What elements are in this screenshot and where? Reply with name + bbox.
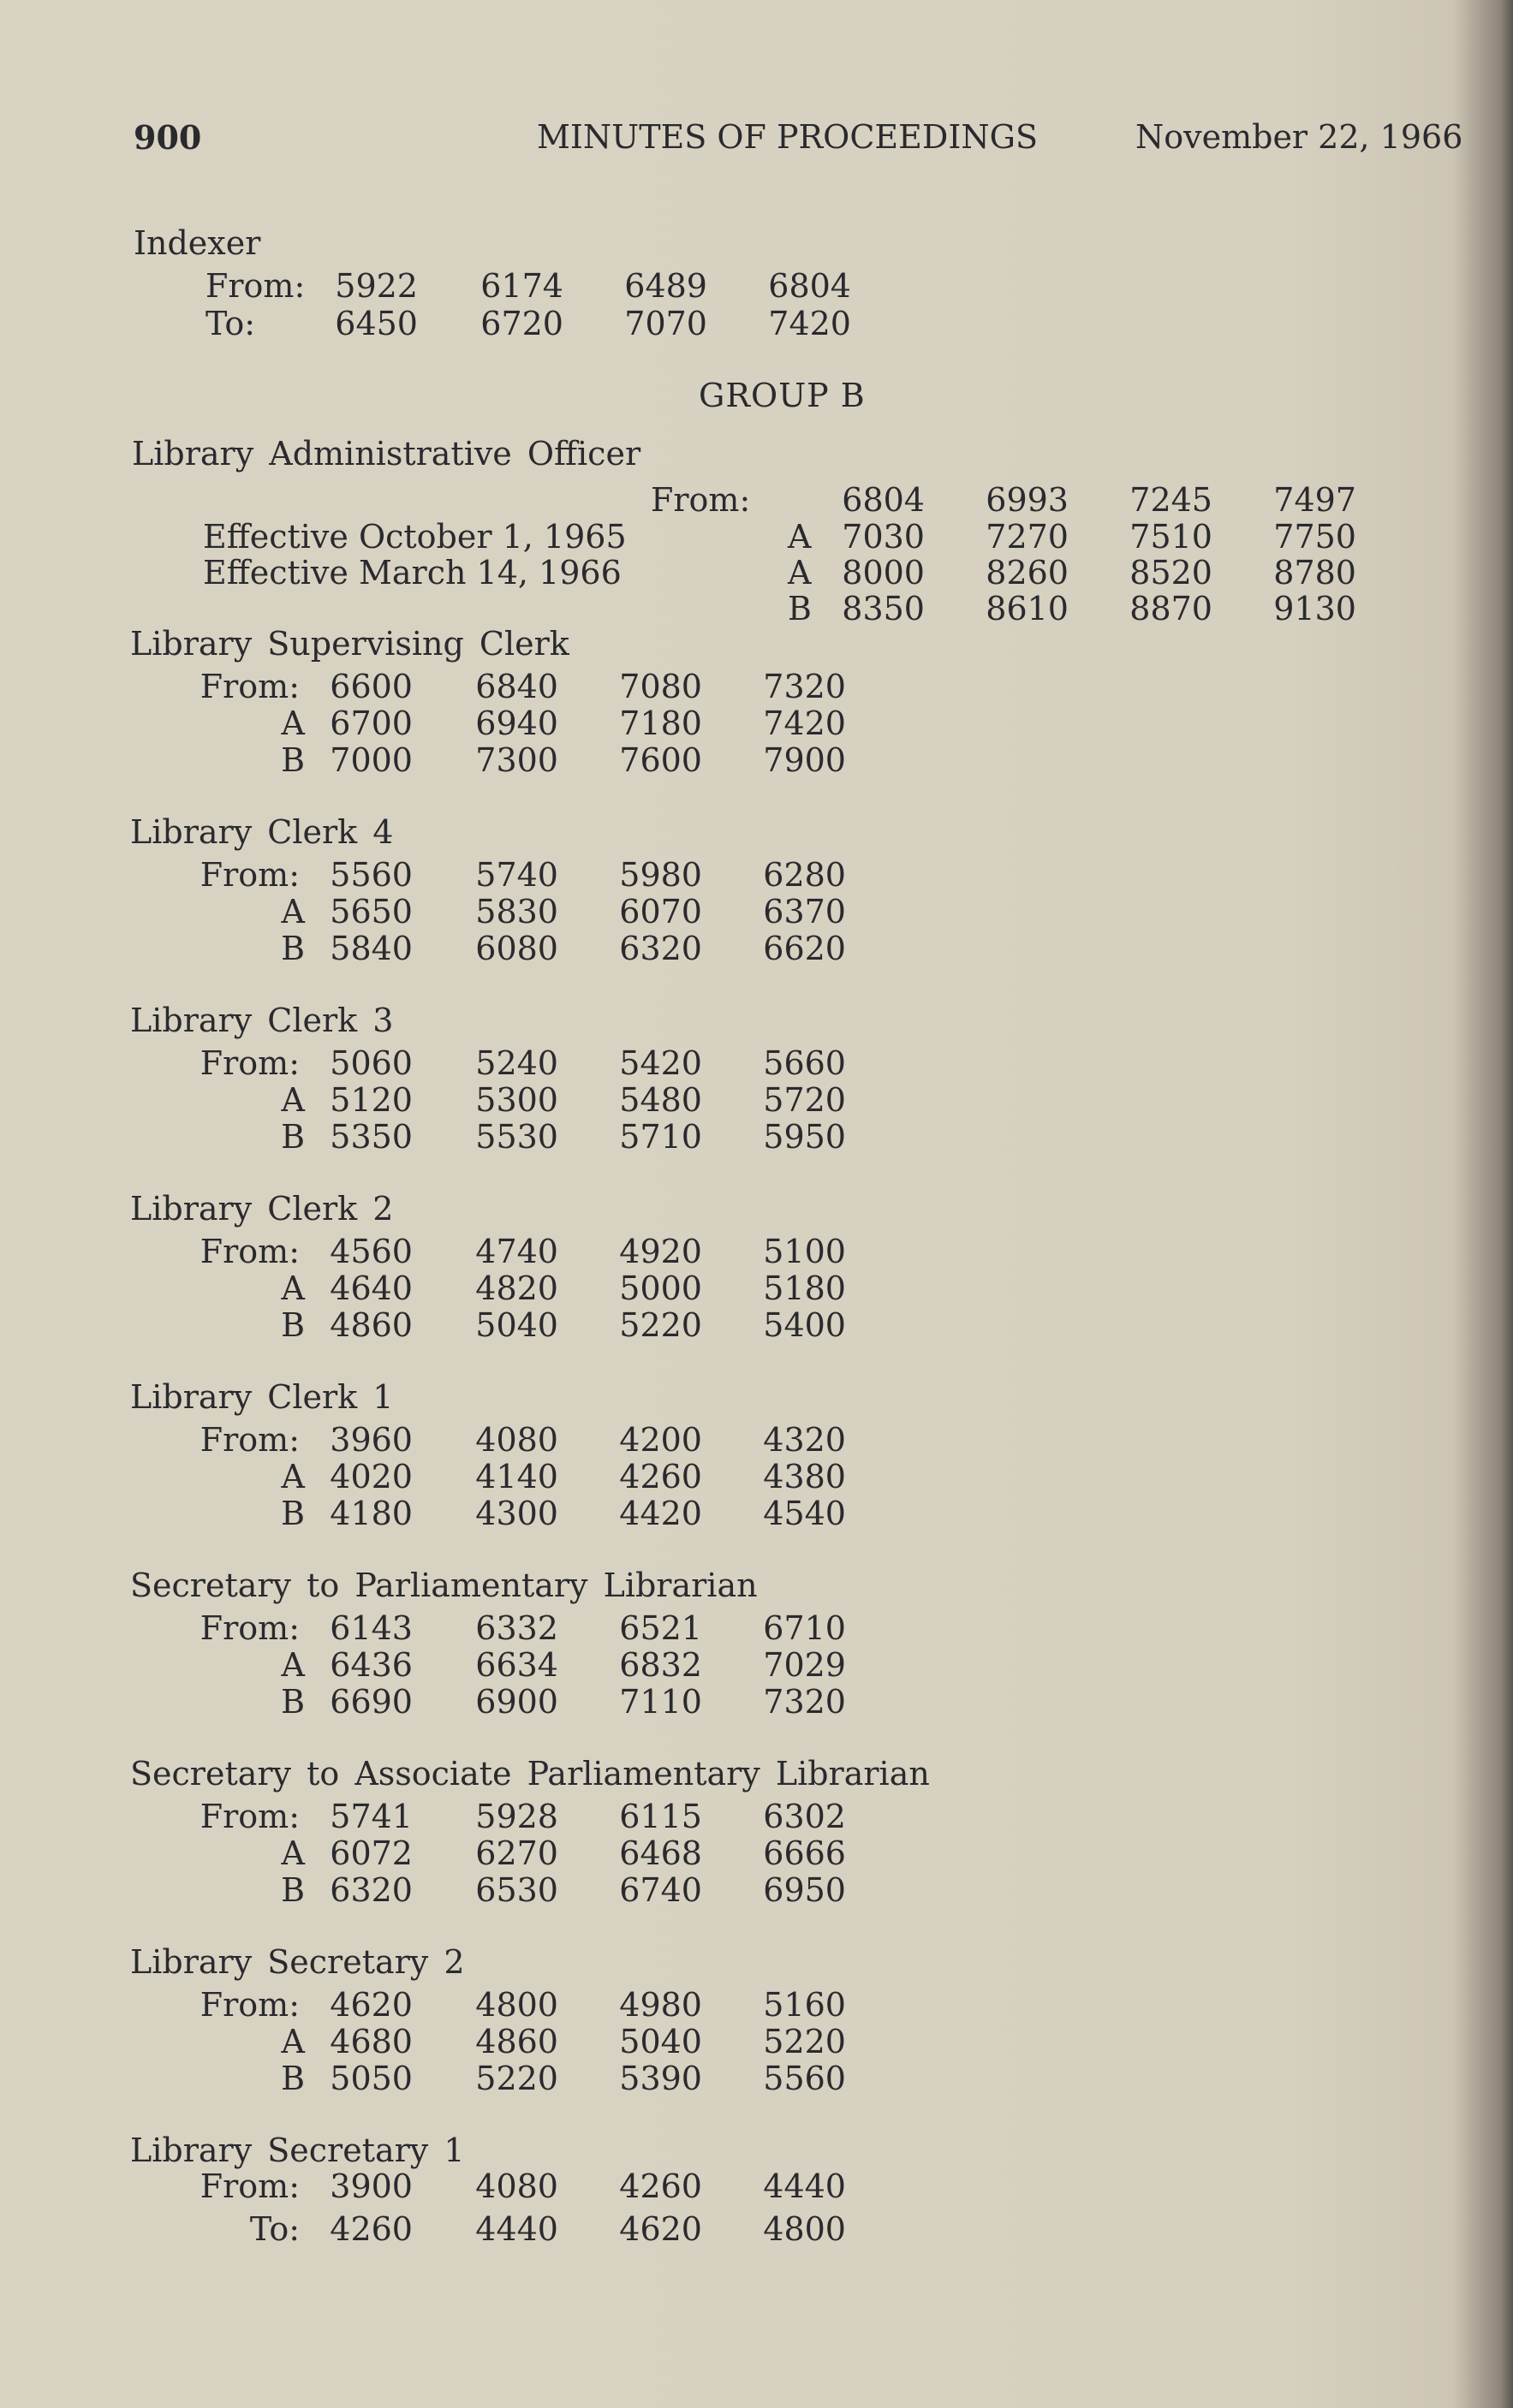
salary-value: 5740 xyxy=(475,856,558,894)
salary-value: 6940 xyxy=(475,705,558,742)
row-label: A xyxy=(281,705,305,742)
salary-value: 7600 xyxy=(619,741,702,779)
salary-value: 5240 xyxy=(475,1044,558,1082)
row-label: B xyxy=(281,930,305,967)
salary-value: 6666 xyxy=(763,1834,846,1872)
header-date: November 22, 1966 xyxy=(1135,118,1463,156)
salary-value: 7420 xyxy=(768,305,851,342)
salary-value: 4140 xyxy=(475,1458,558,1495)
effective-date: Effective March 14, 1966 xyxy=(203,554,622,592)
salary-value: 4860 xyxy=(330,1306,413,1344)
group-heading: GROUP B xyxy=(699,377,866,414)
salary-value: 6634 xyxy=(475,1646,558,1684)
salary-value: 6900 xyxy=(475,1683,558,1721)
row-label: To: xyxy=(206,305,256,342)
salary-value: 3900 xyxy=(330,2167,413,2205)
salary-value: 3960 xyxy=(330,1421,413,1459)
salary-row xyxy=(0,590,1513,627)
salary-value: 6143 xyxy=(330,1609,413,1647)
salary-row xyxy=(0,1834,1513,1872)
salary-value: 4020 xyxy=(330,1458,413,1495)
salary-value: 5420 xyxy=(619,1044,702,1082)
row-label: B xyxy=(788,590,812,627)
row-label: A xyxy=(788,554,812,592)
row-label: B xyxy=(281,1306,305,1344)
salary-value: 5220 xyxy=(619,1306,702,1344)
salary-value: 7270 xyxy=(986,518,1069,556)
salary-row xyxy=(0,1458,1513,1495)
salary-value: 5741 xyxy=(330,1798,413,1835)
salary-value: 6489 xyxy=(624,267,707,305)
row-label: A xyxy=(281,893,305,930)
salary-value: 7070 xyxy=(624,305,707,342)
salary-value: 4440 xyxy=(763,2167,846,2205)
row-label: From: xyxy=(200,1233,300,1270)
salary-value: 8520 xyxy=(1129,554,1212,592)
row-label: From: xyxy=(200,1421,300,1459)
salary-value: 6710 xyxy=(763,1609,846,1647)
salary-value: 4860 xyxy=(475,2023,558,2060)
row-label: A xyxy=(281,1081,305,1119)
salary-value: 6804 xyxy=(842,481,925,519)
salary-row xyxy=(0,518,1513,556)
salary-value: 4320 xyxy=(763,1421,846,1459)
salary-value: 6740 xyxy=(619,1871,702,1909)
salary-value: 7510 xyxy=(1129,518,1212,556)
salary-value: 8260 xyxy=(986,554,1069,592)
salary-value: 8610 xyxy=(986,590,1069,627)
salary-value: 4180 xyxy=(330,1495,413,1532)
salary-value: 4260 xyxy=(619,2167,702,2205)
salary-value: 6720 xyxy=(480,305,563,342)
salary-value: 6521 xyxy=(619,1609,702,1647)
salary-value: 7497 xyxy=(1273,481,1356,519)
salary-value: 6468 xyxy=(619,1834,702,1872)
salary-value: 4420 xyxy=(619,1495,702,1532)
salary-value: 5000 xyxy=(619,1269,702,1307)
row-label: B xyxy=(281,1495,305,1532)
salary-value: 4260 xyxy=(330,2210,413,2248)
salary-value: 4920 xyxy=(619,1233,702,1270)
salary-value: 6115 xyxy=(619,1798,702,1835)
salary-value: 4080 xyxy=(475,2167,558,2205)
salary-value: 8000 xyxy=(842,554,925,592)
salary-row xyxy=(0,930,1513,967)
salary-value: 6840 xyxy=(475,668,558,705)
salary-value: 4380 xyxy=(763,1458,846,1495)
salary-value: 6832 xyxy=(619,1646,702,1684)
salary-value: 5050 xyxy=(330,2060,413,2097)
salary-value: 5720 xyxy=(763,1081,846,1119)
row-label: From: xyxy=(200,668,300,705)
salary-row xyxy=(0,1421,1513,1459)
salary-value: 6270 xyxy=(475,1834,558,1872)
salary-value: 6080 xyxy=(475,930,558,967)
salary-row xyxy=(0,1683,1513,1721)
salary-value: 5400 xyxy=(763,1306,846,1344)
salary-row xyxy=(0,1118,1513,1156)
salary-value: 6690 xyxy=(330,1683,413,1721)
salary-value: 6620 xyxy=(763,930,846,967)
salary-value: 6950 xyxy=(763,1871,846,1909)
salary-value: 4620 xyxy=(619,2210,702,2248)
salary-value: 9130 xyxy=(1273,590,1356,627)
salary-row xyxy=(0,668,1513,705)
salary-value: 6993 xyxy=(986,481,1069,519)
salary-value: 4820 xyxy=(475,1269,558,1307)
salary-value: 7029 xyxy=(763,1646,846,1684)
salary-value: 5980 xyxy=(619,856,702,894)
salary-value: 5560 xyxy=(763,2060,846,2097)
salary-value: 6804 xyxy=(768,267,851,305)
salary-value: 6600 xyxy=(330,668,413,705)
salary-value: 5922 xyxy=(335,267,418,305)
salary-value: 5650 xyxy=(330,893,413,930)
row-label: B xyxy=(281,1118,305,1156)
section-title: Indexer xyxy=(134,224,261,262)
salary-value: 4980 xyxy=(619,1986,702,2024)
salary-value: 6700 xyxy=(330,705,413,742)
salary-row xyxy=(0,1233,1513,1270)
salary-row xyxy=(0,741,1513,779)
salary-value: 5350 xyxy=(330,1118,413,1156)
salary-row xyxy=(0,1646,1513,1684)
row-label: From: xyxy=(651,481,751,519)
salary-value: 7030 xyxy=(842,518,925,556)
section-title: Library Clerk 3 xyxy=(130,1002,394,1039)
salary-value: 5180 xyxy=(763,1269,846,1307)
salary-value: 5120 xyxy=(330,1081,413,1119)
salary-value: 7245 xyxy=(1129,481,1212,519)
salary-value: 4740 xyxy=(475,1233,558,1270)
row-label: A xyxy=(281,2023,305,2060)
salary-value: 4680 xyxy=(330,2023,413,2060)
salary-row xyxy=(0,481,1513,519)
salary-value: 6436 xyxy=(330,1646,413,1684)
salary-value: 5300 xyxy=(475,1081,558,1119)
salary-value: 5928 xyxy=(475,1798,558,1835)
salary-value: 6332 xyxy=(475,1609,558,1647)
salary-value: 4560 xyxy=(330,1233,413,1270)
salary-value: 5100 xyxy=(763,1233,846,1270)
salary-value: 5220 xyxy=(475,2060,558,2097)
row-label: A xyxy=(281,1269,305,1307)
salary-row xyxy=(0,1044,1513,1082)
salary-value: 5530 xyxy=(475,1118,558,1156)
salary-value: 6530 xyxy=(475,1871,558,1909)
salary-value: 8780 xyxy=(1273,554,1356,592)
row-label: From: xyxy=(200,1798,300,1835)
salary-row xyxy=(0,1081,1513,1119)
salary-value: 5950 xyxy=(763,1118,846,1156)
salary-row xyxy=(0,1306,1513,1344)
section-title: Library Clerk 1 xyxy=(130,1378,394,1416)
salary-value: 6370 xyxy=(763,893,846,930)
salary-value: 5840 xyxy=(330,930,413,967)
row-label: B xyxy=(281,1871,305,1909)
salary-value: 6302 xyxy=(763,1798,846,1835)
salary-row xyxy=(0,1609,1513,1647)
salary-value: 4800 xyxy=(475,1986,558,2024)
salary-value: 5710 xyxy=(619,1118,702,1156)
salary-value: 6450 xyxy=(335,305,418,342)
salary-value: 7900 xyxy=(763,741,846,779)
salary-value: 4640 xyxy=(330,1269,413,1307)
salary-value: 6320 xyxy=(619,930,702,967)
salary-row xyxy=(0,305,1513,342)
salary-row xyxy=(0,856,1513,894)
salary-value: 5560 xyxy=(330,856,413,894)
row-label: From: xyxy=(200,856,300,894)
salary-value: 8350 xyxy=(842,590,925,627)
row-label: A xyxy=(281,1834,305,1872)
salary-row xyxy=(0,705,1513,742)
section-title: Library Administrative Officer xyxy=(132,435,641,473)
salary-row xyxy=(0,267,1513,305)
row-label: A xyxy=(281,1646,305,1684)
section-title: Library Clerk 2 xyxy=(130,1190,394,1228)
salary-value: 6070 xyxy=(619,893,702,930)
salary-value: 5040 xyxy=(475,1306,558,1344)
row-label: A xyxy=(281,1458,305,1495)
effective-date: Effective October 1, 1965 xyxy=(203,518,627,556)
salary-value: 5160 xyxy=(763,1986,846,2024)
salary-value: 4300 xyxy=(475,1495,558,1532)
page-header xyxy=(0,118,1513,161)
salary-value: 7750 xyxy=(1273,518,1356,556)
section-title: Library Secretary 1 xyxy=(130,2132,465,2169)
salary-value: 7320 xyxy=(763,668,846,705)
salary-value: 7110 xyxy=(619,1683,702,1721)
section-title: Secretary to Parliamentary Librarian xyxy=(130,1567,758,1604)
salary-value: 5480 xyxy=(619,1081,702,1119)
salary-row xyxy=(0,1871,1513,1909)
salary-value: 6320 xyxy=(330,1871,413,1909)
salary-row xyxy=(0,1495,1513,1532)
salary-row xyxy=(0,554,1513,592)
salary-value: 6174 xyxy=(480,267,563,305)
salary-value: 4260 xyxy=(619,1458,702,1495)
salary-value: 4800 xyxy=(763,2210,846,2248)
row-label: From: xyxy=(200,2167,300,2205)
row-label: B xyxy=(281,741,305,779)
salary-value: 4620 xyxy=(330,1986,413,2024)
section-title: Library Supervising Clerk xyxy=(130,625,569,663)
salary-value: 4540 xyxy=(763,1495,846,1532)
salary-value: 6280 xyxy=(763,856,846,894)
row-label: From: xyxy=(206,267,306,305)
salary-row xyxy=(0,2060,1513,2097)
row-label: From: xyxy=(200,1609,300,1647)
salary-value: 7000 xyxy=(330,741,413,779)
running-title: MINUTES OF PROCEEDINGS xyxy=(537,118,1038,156)
salary-value: 8870 xyxy=(1129,590,1212,627)
salary-value: 7300 xyxy=(475,741,558,779)
row-label: A xyxy=(788,518,812,556)
salary-value: 5660 xyxy=(763,1044,846,1082)
salary-row xyxy=(0,2167,1513,2205)
salary-row xyxy=(0,1269,1513,1307)
section-title: Secretary to Associate Parliamentary Librarian xyxy=(130,1755,930,1793)
salary-value: 4440 xyxy=(475,2210,558,2248)
salary-value: 6072 xyxy=(330,1834,413,1872)
row-label: B xyxy=(281,2060,305,2097)
salary-row xyxy=(0,1986,1513,2024)
page-number: 900 xyxy=(134,118,202,157)
section-title: Library Clerk 4 xyxy=(130,813,394,851)
salary-value: 5060 xyxy=(330,1044,413,1082)
row-label: From: xyxy=(200,1986,300,2024)
salary-value: 7420 xyxy=(763,705,846,742)
row-label: From: xyxy=(200,1044,300,1082)
salary-value: 7080 xyxy=(619,668,702,705)
row-label: To: xyxy=(249,2210,300,2248)
salary-value: 5390 xyxy=(619,2060,702,2097)
salary-value: 5220 xyxy=(763,2023,846,2060)
salary-value: 4080 xyxy=(475,1421,558,1459)
salary-row xyxy=(0,893,1513,930)
salary-row xyxy=(0,2023,1513,2060)
salary-row xyxy=(0,1798,1513,1835)
salary-value: 5040 xyxy=(619,2023,702,2060)
row-label: B xyxy=(281,1683,305,1721)
salary-value: 5830 xyxy=(475,893,558,930)
salary-row xyxy=(0,2210,1513,2248)
salary-value: 7180 xyxy=(619,705,702,742)
salary-value: 4200 xyxy=(619,1421,702,1459)
section-title: Library Secretary 2 xyxy=(130,1943,465,1981)
salary-value: 7320 xyxy=(763,1683,846,1721)
